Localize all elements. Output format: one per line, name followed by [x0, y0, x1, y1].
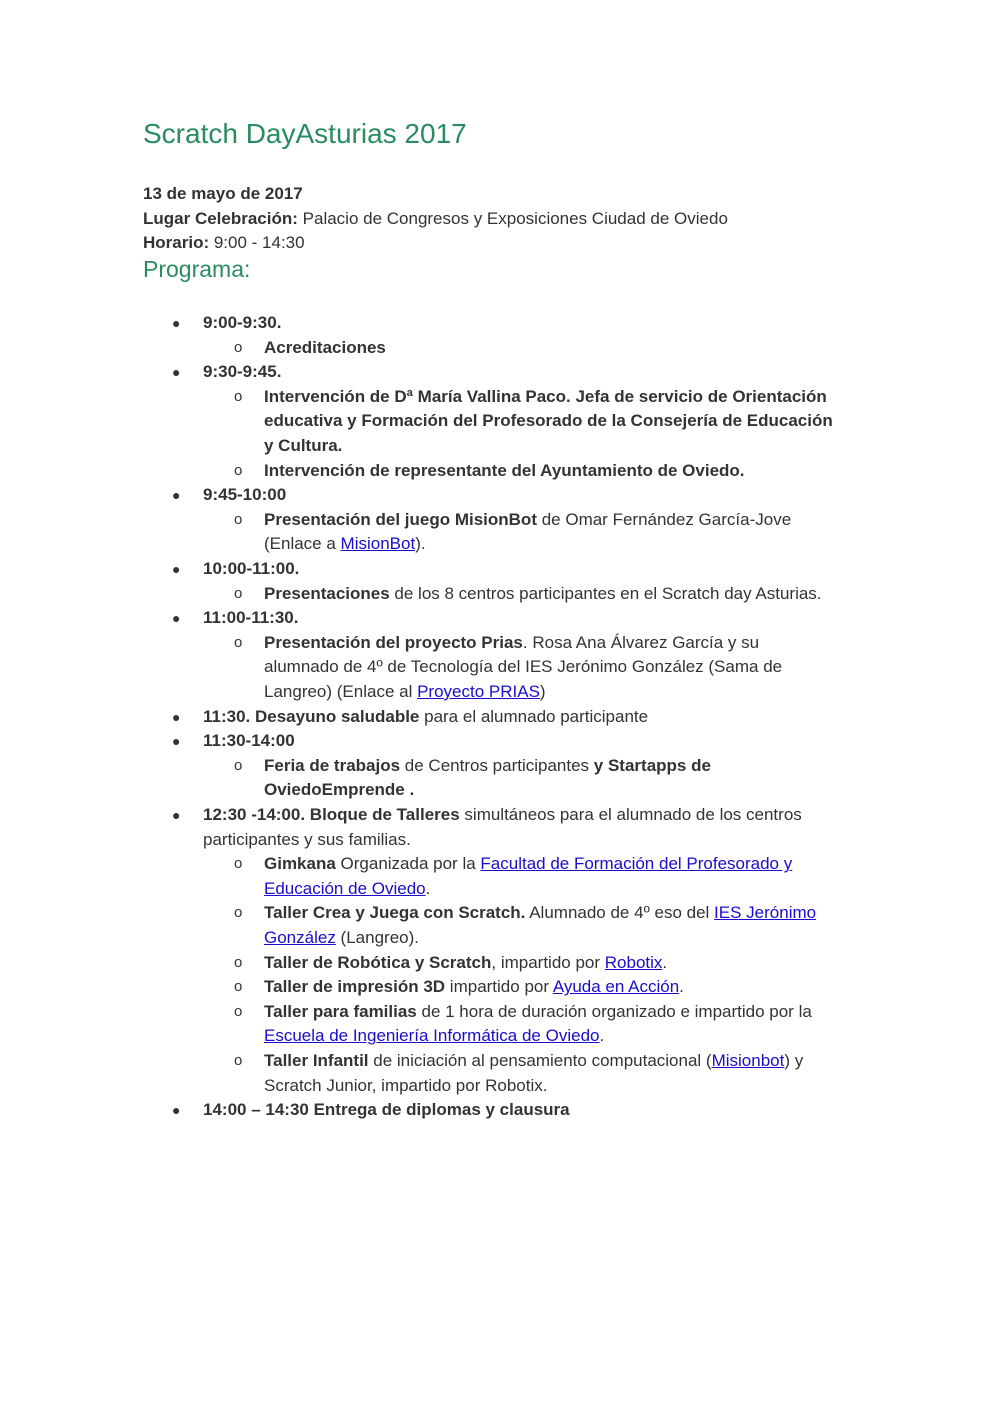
- list-item: 9:30-9:45.: [203, 362, 282, 382]
- bullet-marker: ●: [172, 733, 181, 750]
- sub-bullet-marker: o: [234, 387, 243, 405]
- list-item: 12:30 -14:00. Bloque de Talleres simultáneos para el alumnado de los centros: [203, 805, 802, 824]
- list-item: 14:00 – 14:30 Entrega de diplomas y clausura: [203, 1100, 570, 1120]
- sub-list-item-cont: Scratch Junior, impartido por Robotix.: [264, 1075, 548, 1095]
- escuela-ingenieria-link[interactable]: Escuela de Ingeniería Informática de Oviedo: [264, 1026, 600, 1046]
- sub-bullet-marker: o: [234, 855, 243, 873]
- list-item: 11:30. Desayuno saludable para el alumnado participante: [203, 706, 649, 726]
- facultad-link[interactable]: Facultad de Formación del Profesorado y: [480, 854, 793, 874]
- sub-list-item: Taller Infantil de iniciación al pensamiento computacional (Misionbot) y: [264, 1051, 804, 1070]
- event-date-text: 13 de mayo de 2017: [143, 184, 303, 203]
- sub-list-item: Taller de impresión 3D impartido por Ayuda en Acción.: [264, 977, 684, 997]
- sub-list-item-cont: González (Langreo).: [264, 928, 419, 947]
- sub-bullet-marker: o: [234, 978, 243, 996]
- bullet-marker: ●: [172, 807, 181, 823]
- list-item: 9:00-9:30.: [203, 313, 282, 332]
- time-label: Horario:: [143, 233, 210, 252]
- sub-bullet-marker: o: [234, 338, 243, 356]
- bullet-marker: ●: [172, 561, 181, 577]
- sub-list-item-cont: Educación de Oviedo.: [264, 878, 431, 898]
- sub-list-item: Taller Crea y Juega con Scratch. Alumnado de 4º eso del IES Jerónimo: [264, 903, 817, 923]
- sub-list-item-cont: OviedoEmprende .: [264, 780, 415, 800]
- sub-bullet-marker: o: [234, 633, 243, 651]
- place-label: Lugar Celebración:: [143, 208, 298, 228]
- sub-list-item: Feria de trabajos de Centros participantes y Startapps de: [264, 755, 711, 775]
- bullet-marker: ●: [172, 487, 181, 504]
- ies-jeronimo-link-cont[interactable]: González: [264, 928, 336, 947]
- facultad-link-cont[interactable]: Educación de Oviedo: [264, 878, 426, 898]
- list-item: 11:00-11:30.: [203, 608, 299, 628]
- sub-list-item: Gimkana Organizada por la Facultad de Formación del Profesorado y: [264, 854, 793, 874]
- sub-bullet-marker: o: [234, 756, 243, 774]
- sub-bullet-marker: o: [234, 1052, 243, 1069]
- time-value: 9:00 - 14:30: [209, 233, 305, 252]
- bullet-marker: ●: [172, 1102, 181, 1119]
- sub-list-item-cont: educativa y Formación del Profesorado de la Consejería de Educación: [264, 411, 833, 431]
- sub-bullet-marker: o: [234, 510, 243, 528]
- bullet-marker: ●: [172, 708, 181, 725]
- sub-bullet-marker: o: [234, 953, 243, 971]
- list-item: 10:00-11:00.: [203, 559, 300, 578]
- sub-list-item: Presentaciones de los 8 centros participantes en el Scratch day Asturias.: [264, 583, 822, 603]
- sub-list-item-cont: Langreo) (Enlace al Proyecto PRIAS): [264, 682, 546, 701]
- list-item: 9:45-10:00: [203, 485, 287, 505]
- event-place: [143, 207, 728, 232]
- sub-list-item-cont: alumnado de 4º de Tecnología del IES Jerónimo González (Sama de: [264, 657, 783, 677]
- sub-list-item: Taller de Robótica y Scratch, impartido por Robotix.: [264, 952, 668, 972]
- sub-bullet-marker: o: [234, 1002, 243, 1020]
- event-info: [143, 182, 728, 256]
- sub-bullet-marker: o: [234, 584, 243, 602]
- sub-list-item-cont: Escuela de Ingeniería Informática de Oviedo.: [264, 1026, 605, 1046]
- sub-list-item-cont: y Cultura.: [264, 436, 343, 455]
- sub-list-item: Presentación del juego MisionBot de Omar Fernández García-Jove: [264, 509, 792, 529]
- sub-list-item: Acreditaciones: [264, 337, 386, 357]
- misionbot-link-2[interactable]: Misionbot: [711, 1051, 785, 1070]
- event-time: [143, 231, 728, 256]
- proyecto-prias-link[interactable]: Proyecto PRIAS: [417, 682, 540, 701]
- document-title: Scratch DayAsturias 2017: [143, 118, 467, 149]
- bullet-marker: ●: [172, 364, 181, 381]
- sub-bullet-marker: o: [234, 461, 243, 479]
- bullet-marker: ●: [172, 315, 181, 331]
- misionbot-link[interactable]: MisionBot: [340, 534, 416, 554]
- sub-list-item: Intervención de representante del Ayuntamiento de Oviedo.: [264, 460, 745, 480]
- sub-list-item: Intervención de Dª María Vallina Paco. Jefa de servicio de Orientación: [264, 386, 827, 406]
- list-item: 11:30-14:00: [203, 731, 295, 751]
- robotix-link[interactable]: Robotix: [604, 952, 663, 972]
- ies-jeronimo-link[interactable]: IES Jerónimo: [714, 903, 817, 923]
- list-item-cont: participantes y sus familias.: [203, 829, 411, 849]
- ayuda-en-accion-link[interactable]: Ayuda en Acción: [552, 977, 680, 997]
- event-date: [143, 182, 728, 207]
- sub-list-item: Presentación del proyecto Prias. Rosa Ana Álvarez García y su: [264, 632, 760, 652]
- place-value: Palacio de Congresos y Exposiciones Ciudad de Oviedo: [297, 208, 728, 228]
- sub-list-item: Taller para familias de 1 hora de duración organizado e impartido por la: [264, 1001, 812, 1021]
- sub-bullet-marker: o: [234, 904, 243, 922]
- programa-heading: Programa:: [143, 256, 251, 282]
- bullet-marker: ●: [172, 610, 181, 627]
- sub-list-item-cont: (Enlace a MisionBot).: [264, 534, 426, 554]
